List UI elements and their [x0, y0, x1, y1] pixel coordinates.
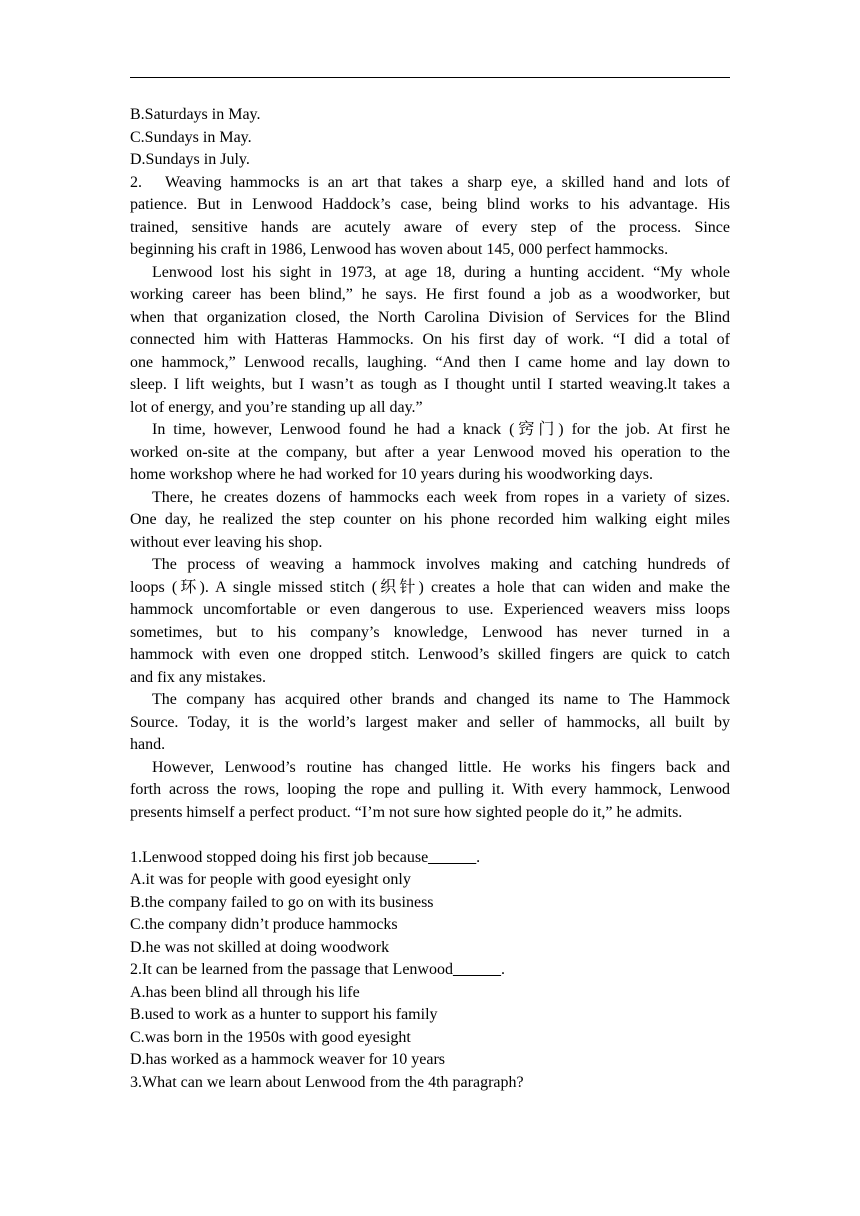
answer-blank: ______ — [428, 848, 477, 866]
passage-line: beginning his craft in 1986, Lenwood has woven about 145, 000 perfect hammocks. — [130, 241, 669, 258]
passage-line: working career has been blind,” he says. He first found a job as a woodworker, but — [130, 286, 730, 303]
answer-option: D.has worked as a hammock weaver for 10 years — [130, 1051, 445, 1068]
passage-line: 2. Weaving hammocks is an art that takes a sharp eye, a skilled hand and lots of — [130, 172, 730, 195]
passage-line: when that organization closed, the North Carolina Division of Services for the Blind — [130, 308, 730, 326]
answer-option: C.was born in the 1950s with good eyesight — [130, 1028, 411, 1046]
passage-line: one hammock,” Lenwood recalls, laughing. “And then I came home and lay down to — [130, 353, 730, 371]
passage-line: without ever leaving his shop. — [130, 533, 323, 551]
passage-line: hammock uncomfortable or even dangerous to use. Experienced weavers miss loops — [130, 601, 730, 618]
previous-option: B.Saturdays in May. — [130, 106, 261, 123]
document-body — [130, 104, 730, 1094]
passage-line: Source. Today, it is the world’s largest maker and seller of hammocks, all built by — [130, 713, 730, 731]
passage-line: sleep. I lift weights, but I wasn’t as tough as I thought until I started weaving.lt takes a — [130, 376, 730, 393]
passage-line: The process of weaving a hammock involves making and catching hundreds of — [152, 556, 730, 573]
passage-line: connected him with Hatteras Hammocks. On his first day of work. “I did a total of — [130, 331, 730, 348]
passage-line: home workshop where he had worked for 10 years during his woodworking days. — [130, 466, 653, 483]
previous-option: D.Sundays in July. — [130, 151, 250, 168]
question-stem: 3.What can we learn about Lenwood from the 4th paragraph? — [130, 1073, 524, 1091]
question-stem: 1.Lenwood stopped doing his first job because______. — [130, 848, 481, 866]
answer-blank: ______ — [452, 961, 501, 978]
passage-line: hammock with even one dropped stitch. Lenwood’s skilled fingers are quick to catch — [130, 646, 730, 663]
passage-number: 2. — [130, 173, 142, 191]
passage-line: However, Lenwood’s routine has changed little. He works his fingers back and — [152, 758, 730, 776]
passage-line: patience. But in Lenwood Haddock’s case, being blind works to his advantage. His — [130, 196, 730, 213]
answer-option: B.the company failed to go on with its business — [130, 893, 434, 911]
answer-option: D.he was not skilled at doing woodwork — [130, 938, 390, 956]
passage-line: One day, he realized the step counter on his phone recorded him walking eight miles — [130, 511, 730, 528]
passage-line: In time, however, Lenwood found he had a knack (窍门) for the job. At first he — [152, 421, 730, 438]
passage-line: trained, sensitive hands are acutely aware of every step of the process. Since — [130, 218, 730, 236]
passage-line: The company has acquired other brands and changed its name to The Hammock — [152, 691, 730, 708]
passage-line: worked on-site at the company, but after a year Lenwood moved his operation to the — [130, 443, 730, 461]
passage-line: Lenwood lost his sight in 1973, at age 18, during a hunting accident. “My whole — [152, 263, 730, 281]
passage-line: loops (环). A single missed stitch (织针) creates a hole that can widen and make the — [130, 578, 730, 596]
answer-option: C.the company didn’t produce hammocks — [130, 916, 398, 933]
answer-option: B.used to work as a hunter to support his family — [130, 1006, 438, 1023]
answer-option: A.it was for people with good eyesight only — [130, 871, 411, 888]
passage-line: forth across the rows, looping the rope and pulling it. With every hammock, Lenwood — [130, 781, 730, 798]
passage-line: sometimes, but to his company’s knowledge, Lenwood has never turned in a — [130, 623, 730, 641]
spacer — [130, 824, 730, 847]
passage-line: There, he creates dozens of hammocks each week from ropes in a variety of sizes. — [152, 488, 730, 506]
header-rule — [130, 77, 730, 78]
answer-option: A.has been blind all through his life — [130, 983, 360, 1001]
previous-option: C.Sundays in May. — [130, 128, 252, 146]
passage-line: presents himself a perfect product. “I’m not sure how sighted people do it,” he admits. — [130, 803, 683, 821]
passage-line: and fix any mistakes. — [130, 668, 266, 686]
question-stem: 2.It can be learned from the passage that Lenwood______. — [130, 961, 505, 978]
passage-line: hand. — [130, 736, 166, 753]
passage-line: lot of energy, and you’re standing up all day.” — [130, 398, 423, 416]
